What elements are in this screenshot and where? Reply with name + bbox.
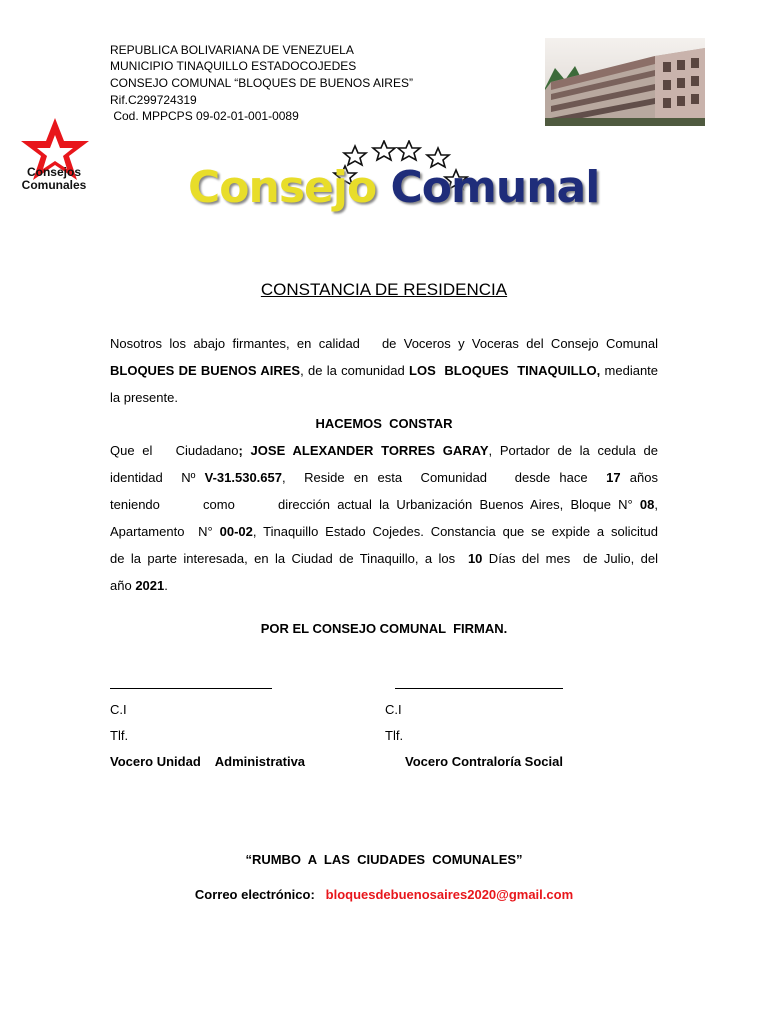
- signature-line-left: [110, 678, 272, 689]
- banner-text-comunal: Comunal: [390, 162, 600, 213]
- intro-mid: , de la comunidad: [300, 363, 410, 378]
- body-b1: identidad Nº: [110, 470, 205, 485]
- body-e1: de la parte interesada, en la Ciudad de Tinaquillo, a los: [110, 551, 468, 566]
- left-tlf-label: Tlf.: [110, 728, 129, 743]
- body-line-6: [110, 572, 658, 599]
- body-line-5: [110, 545, 658, 572]
- building-photo: [545, 38, 705, 126]
- body-line-2: [110, 464, 658, 491]
- block-number: 08: [639, 497, 655, 512]
- firman-heading: POR EL CONSEJO COMUNAL FIRMAN.: [260, 621, 508, 636]
- header-cod: Cod. MPPCPS 09-02-01-001-0089: [110, 109, 299, 123]
- right-ci-label: C.I: [385, 702, 402, 717]
- citizen-name: ; JOSE ALEXANDER TORRES GARAY: [238, 443, 489, 458]
- body-b5: años: [620, 470, 658, 485]
- logo-line1: Consejos: [26, 165, 81, 179]
- header-republic: REPUBLICA BOLIVARIANA DE VENEZUELA: [110, 43, 354, 57]
- body-a3: , Portador de la cedula de: [488, 443, 658, 458]
- body-a1: Que el Ciudadano: [110, 443, 239, 458]
- header-consejo: CONSEJO COMUNAL “BLOQUES DE BUENOS AIRES”: [110, 76, 413, 90]
- body-f3: .: [164, 578, 168, 593]
- slogan: “RUMBO A LAS CIUDADES COMUNALES”: [245, 852, 523, 867]
- body-line-3: [110, 491, 658, 518]
- body-c3: ,: [654, 497, 658, 512]
- contact-line: [0, 887, 768, 902]
- id-number: V-31.530.657: [204, 470, 282, 485]
- body-d3: , Tinaquillo Estado Cojedes. Constancia que se expide a solicitud: [252, 524, 658, 539]
- years-count: 17: [606, 470, 621, 485]
- intro-line-1: Nosotros los abajo firmantes, en calidad de Voceros y Voceras del Consejo Comunal: [110, 336, 658, 351]
- logo-caption: [14, 166, 94, 192]
- day-number: 10: [467, 551, 483, 566]
- year-number: 2021: [135, 578, 165, 593]
- consejo-comunal-banner: [180, 140, 600, 226]
- body-line-1: [110, 437, 658, 464]
- intro-end: mediante: [600, 363, 659, 378]
- body-e3: Días del mes de Julio, del: [482, 551, 658, 566]
- body-line-4: [110, 518, 658, 545]
- intro-line-3: la presente.: [110, 390, 178, 405]
- intro-line-2: [110, 357, 658, 384]
- hacemos-constar-heading: HACEMOS CONSTAR: [315, 416, 453, 431]
- body-paragraph: [110, 437, 658, 599]
- banner-text-consejo: Consejo: [188, 162, 377, 213]
- left-ci-label: C.I: [110, 702, 127, 717]
- apartment-number: 00-02: [219, 524, 253, 539]
- header-municipio: MUNICIPIO TINAQUILLO ESTADOCOJEDES: [110, 59, 357, 73]
- body-d1: Apartamento N°: [110, 524, 220, 539]
- header-rif: Rif.C299724319: [110, 93, 197, 107]
- email-address[interactable]: bloquesdebuenosaires2020@gmail.com: [325, 887, 574, 902]
- body-f1: año: [110, 578, 136, 593]
- right-role: Vocero Contraloría Social: [405, 754, 563, 769]
- signature-line-right: [395, 678, 563, 689]
- body-c1: teniendo como dirección actual la Urbanización Buenos Aires, Bloque N°: [110, 497, 640, 512]
- left-role: Vocero Unidad Administrativa: [110, 754, 306, 769]
- intro-paragraph: [110, 330, 658, 411]
- right-tlf-label: Tlf.: [385, 728, 404, 743]
- title-text: CONSTANCIA DE RESIDENCIA: [260, 280, 508, 299]
- email-label: Correo electrónico:: [194, 887, 315, 902]
- logo-line2: Comunales: [21, 178, 87, 192]
- body-b3: , Reside en esta Comunidad desde hace: [282, 470, 607, 485]
- community-name: BLOQUES DE BUENOS AIRES: [110, 363, 301, 378]
- community-location: LOS BLOQUES TINAQUILLO,: [409, 363, 601, 378]
- document-title: [0, 280, 768, 300]
